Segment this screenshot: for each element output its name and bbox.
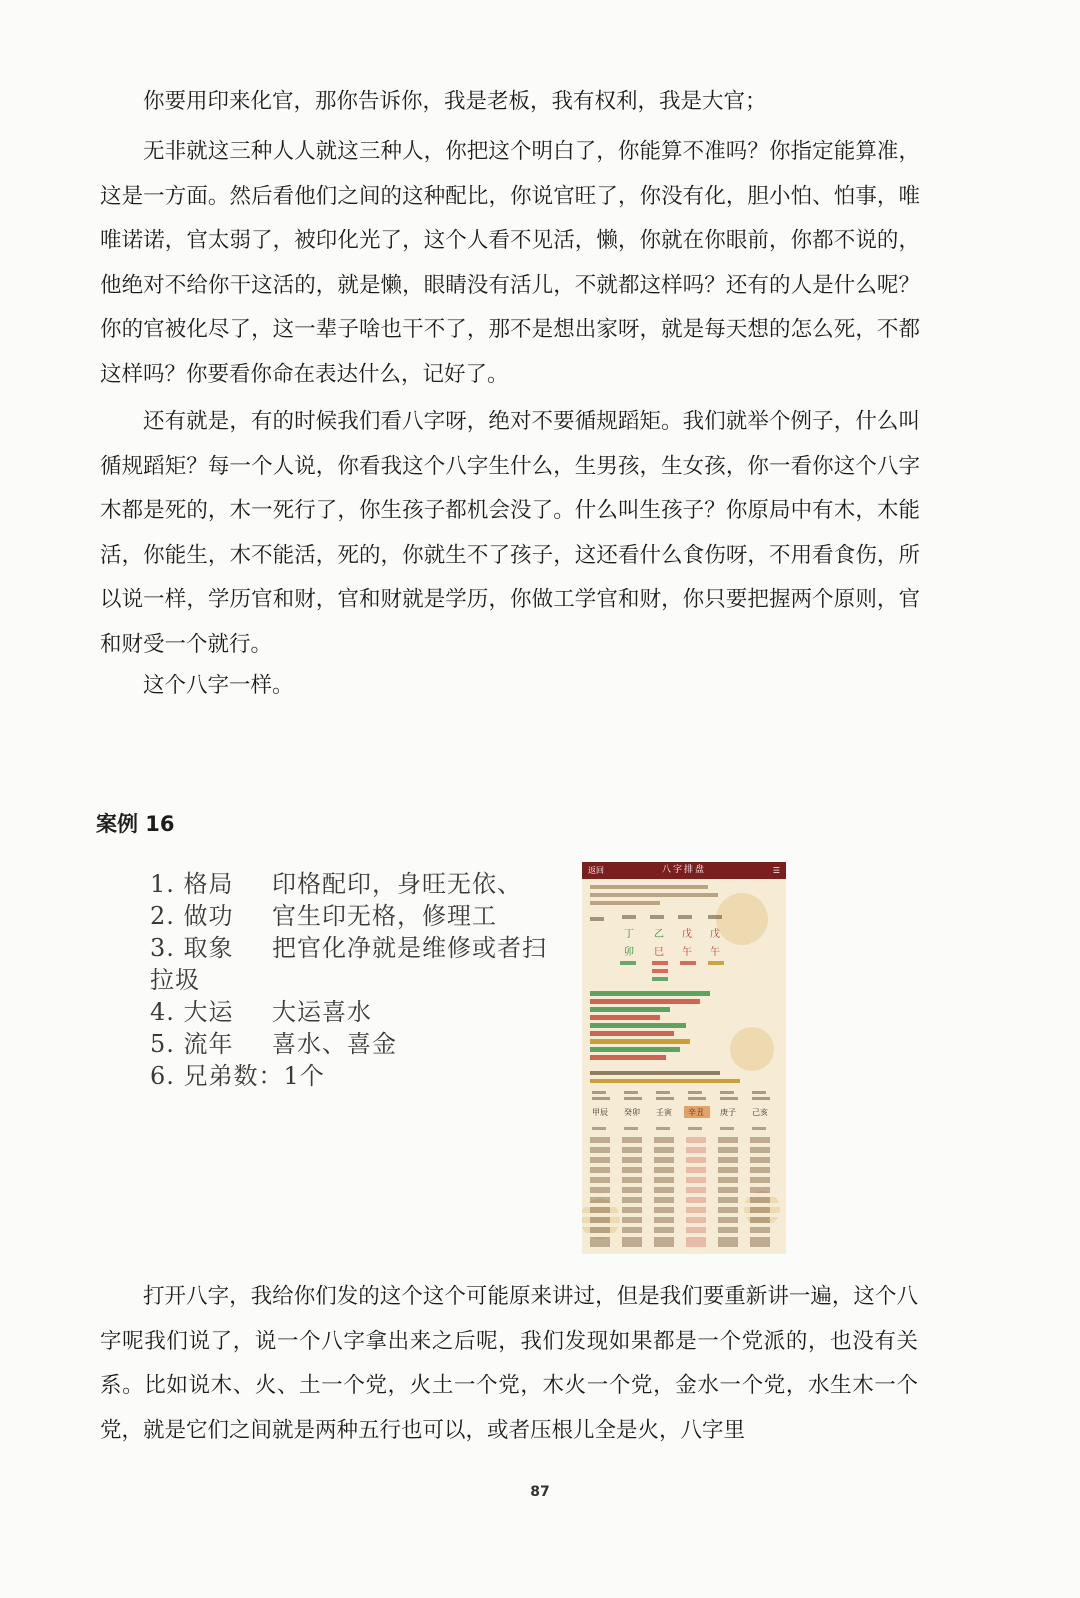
paragraph-1: 你要用印来化官，那你告诉你，我是老板，我有权利，我是大官； (143, 89, 767, 114)
paragraph-4: 这个八字一样。 (143, 673, 294, 698)
case-note (150, 996, 570, 1028)
note-value: 把官化净就是维修或者扫 (272, 934, 547, 962)
app-back-button: 返回 (588, 866, 604, 875)
stem-4: 戊 (710, 929, 720, 940)
stem-1: 丁 (624, 929, 634, 940)
case-note (150, 1060, 570, 1092)
note-label: 5. 流年 (150, 1030, 234, 1058)
case-notes (150, 868, 570, 1092)
paragraph-2: 无非就这三种人人就这三种人，你把这个明白了，你能算不准吗？你指定能算准，这是一方面。然后看他们之间的这种配比，你说官旺了，你没有化，胆小怕、怕事，唯唯诺诺，官太弱了，被印化光了，这个人看不见活，懒，你就在你眼前，你都不说的，他绝对不给你干这活的，就是懒，眼睛没有活儿，不就都这样吗？还有的人是什么呢？你的官被化尽了，这一辈子啥也干不了，那不是想出家呀，就是每天想的怎么死，不都这样吗？你要看你命在表达什么，记好了。 (100, 139, 920, 387)
dayun-3: 壬寅 (656, 1108, 672, 1117)
stem-3: 戊 (682, 929, 692, 940)
dayun-4: 辛丑 (688, 1108, 704, 1117)
note-label: 6. 兄弟数： (150, 1062, 284, 1090)
dayun-6: 己亥 (752, 1108, 768, 1117)
case-note (150, 932, 570, 964)
bazi-chart-image (582, 879, 786, 1254)
note-label: 1. 格局 (150, 870, 234, 898)
bazi-app-screenshot (582, 862, 786, 1254)
menu-icon: ☰ (772, 866, 780, 875)
paragraph-3: 还有就是，有的时候我们看八字呀，绝对不要循规蹈矩。我们就举个例子，什么叫循规蹈矩？每一个人说，你看我这个八字生什么，生男孩，生女孩，你一看你这个八字木都是死的，木一死行了，你生孩子都机会没了。什么叫生孩子？你原局中有木，木能活，你能生，木不能活，死的，你就生不了孩子，这还看什么食伤呀，不用看食伤，所以说一样，学历官和财，官和财就是学历，你做工学官和财，你只要把握两个原则，官和财受一个就行。 (100, 409, 920, 657)
branch-3: 午 (682, 947, 692, 958)
note-value: 大运喜水 (272, 998, 372, 1026)
case-note (150, 900, 570, 932)
stem-2: 乙 (654, 929, 664, 940)
note-value: 官生印无格，修理工 (272, 902, 497, 930)
note-label: 3. 取象 (150, 934, 234, 962)
dayun-2: 癸卯 (624, 1108, 640, 1117)
note-value: 喜水、喜金 (272, 1030, 397, 1058)
app-header (582, 862, 786, 879)
case-note (150, 1028, 570, 1060)
case-note (150, 868, 570, 900)
paragraph-5: 打开八字，我给你们发的这个这个可能原来讲过，但是我们要重新讲一遍，这个八字呢我们说了，说一个八字拿出来之后呢，我们发现如果都是一个党派的，也没有关系。比如说木、火、土一个党，火土一个党，木火一个党，金水一个党，水生木一个党，就是它们之间就是两种五行也可以，或者压根儿全是火，八字里 (100, 1284, 918, 1443)
dayun-5: 庚子 (720, 1108, 736, 1117)
note-label: 4. 大运 (150, 998, 234, 1026)
note-value-continuation: 拉圾 (150, 966, 200, 994)
note-value: 印格配印，身旺无依、 (272, 870, 522, 898)
note-value: 1个 (283, 1062, 325, 1090)
page-number: 87 (530, 1484, 550, 1500)
branch-2: 巳 (654, 947, 664, 958)
note-label: 2. 做功 (150, 902, 234, 930)
case-title: 案例 16 (96, 812, 175, 836)
dayun-1: 甲辰 (592, 1108, 608, 1117)
branch-4: 午 (710, 947, 720, 958)
branch-1: 卯 (624, 947, 634, 958)
app-title: 八字排盘 (661, 865, 706, 875)
